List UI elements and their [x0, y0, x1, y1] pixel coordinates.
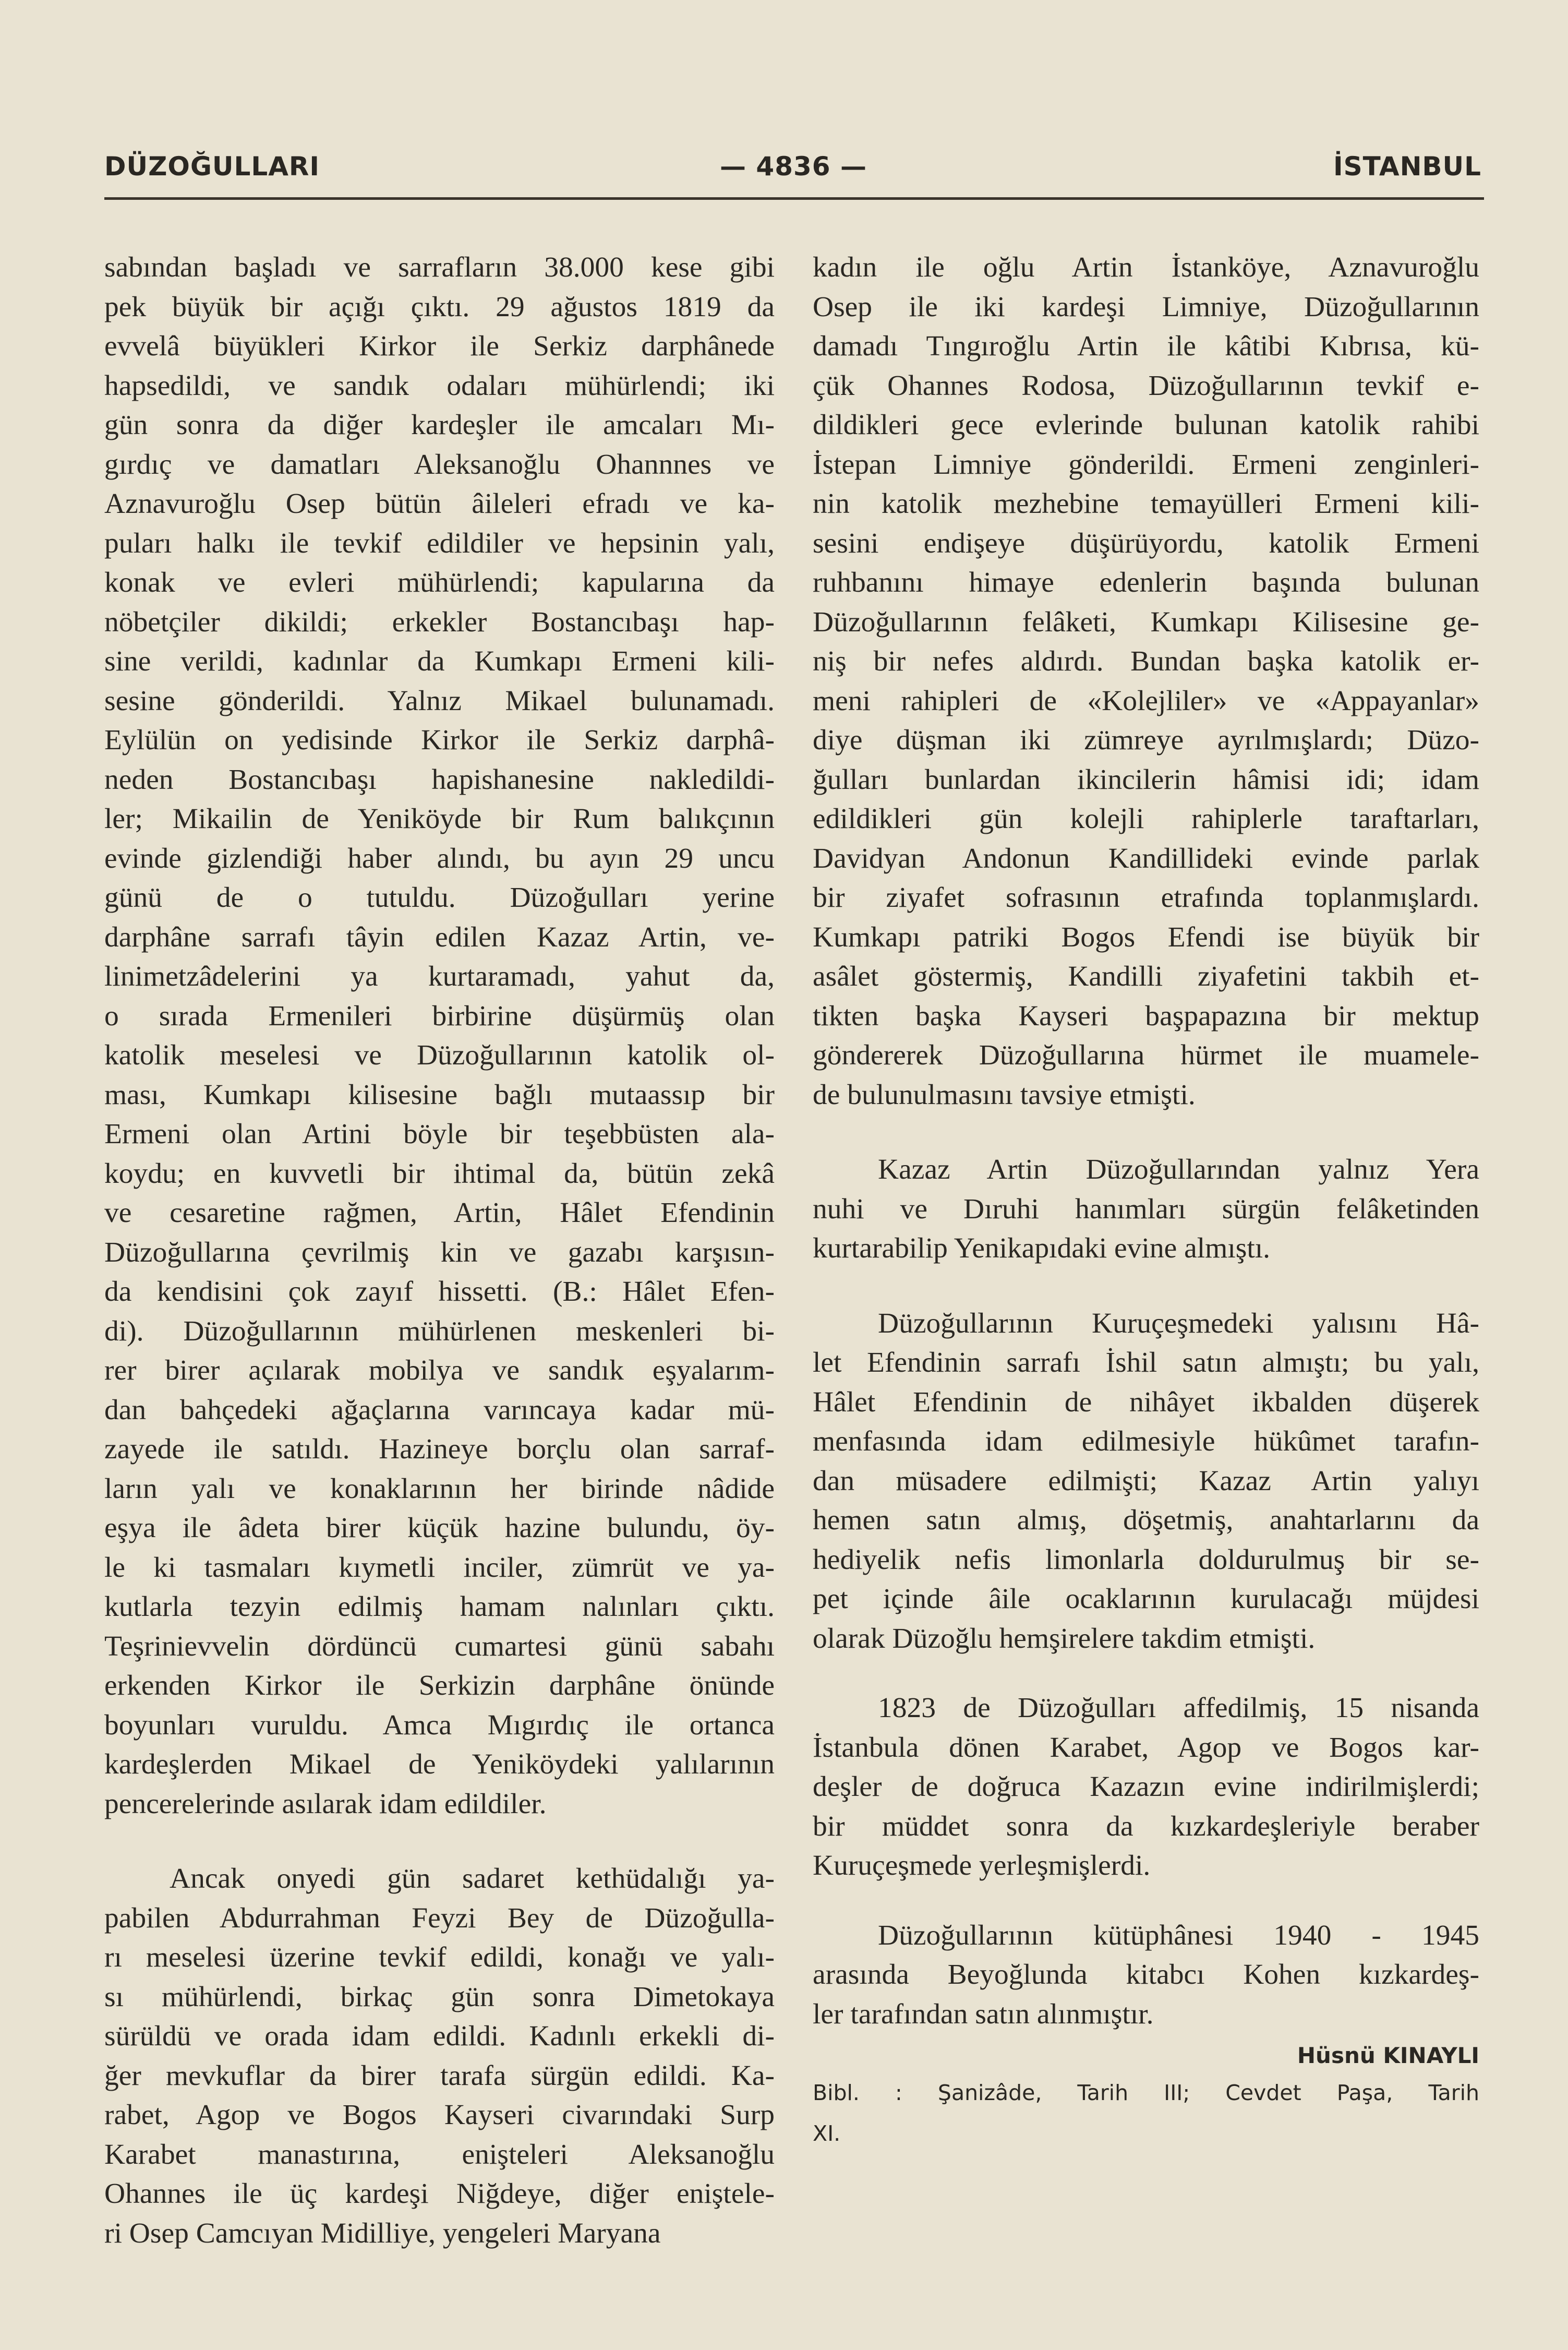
- text-line: 1823 de Düzoğulları affedilmiş, 15 nisanda: [878, 1692, 1479, 1724]
- text-line: konak ve evleri mühürlendi; kapularına da: [104, 567, 775, 598]
- text-line: sesini endişeye düşürüyordu, katolik Ermeni: [813, 527, 1479, 559]
- text-line: niş bir nefes aldırdı. Bundan başka katolik er-: [813, 645, 1479, 677]
- text-line: neden Bostancıbaşı hapishanesine nakledildi-: [104, 763, 775, 796]
- text-line: ri Osep Camcıyan Midilliye, yengeleri Maryana: [104, 2217, 661, 2249]
- text-line: rı meselesi üzerine tevkif edildi, konağı ve yalı-: [104, 1941, 775, 1973]
- paragraph: [813, 1916, 1479, 2034]
- text-line: İstepan Limniye gönderildi. Ermeni zenginleri-: [813, 448, 1479, 481]
- text-line: Düzoğullarının kütüphânesi 1940 - 1945: [878, 1919, 1479, 1951]
- text-line: de bulunulmasını tavsiye etmişti.: [813, 1078, 1196, 1111]
- text-line: İstanbula dönen Karabet, Agop ve Bogos kar-: [813, 1731, 1479, 1764]
- text-line: pencerelerinde asılarak idam edildiler.: [104, 1788, 547, 1820]
- text-line: darphâne sarrafı tâyin edilen Kazaz Artin, ve-: [104, 921, 775, 953]
- text-line: ler; Mikailin de Yeniköyde bir Rum balıkçının: [104, 803, 775, 835]
- author-signature: Hüsnü KINAYLI: [1297, 2043, 1479, 2068]
- text-line: olarak Düzoğlu hemşirelere takdim etmişti.: [813, 1622, 1316, 1654]
- text-line: tikten başka Kayseri başpapazına bir mektup: [813, 1000, 1479, 1032]
- text-line: kadın ile oğlu Artin İstanköye, Aznavuroğlu: [813, 251, 1479, 283]
- text-line: hapsedildi, ve sandık odaları mühürlendi; iki: [104, 369, 775, 402]
- text-line: linimetzâdelerini ya kurtaramadı, yahut da,: [104, 961, 775, 992]
- text-line: ğer mevkuflar da birer tarafa sürgün edildi. Ka-: [104, 2059, 775, 2092]
- text-line: puları halkı ile tevkif edildiler ve hepsinin yalı,: [104, 527, 775, 559]
- text-line: Kazaz Artin Düzoğullarından yalnız Yera: [878, 1154, 1479, 1185]
- text-line: Bibl. : Şanizâde, Tarih III; Cevdet Paşa, Tarih: [813, 2080, 1479, 2105]
- text-line: meni rahipleri de «Kolejliler» ve «Appayanlar»: [813, 685, 1479, 717]
- text-line: let Efendinin sarrafı İshil satın almıştı; bu yalı,: [813, 1347, 1479, 1378]
- text-line: Ohannes ile üç kardeşi Niğdeye, diğer eniştele-: [104, 2178, 775, 2210]
- paragraph: [813, 1304, 1479, 1659]
- text-line: ması, Kumkapı kilisesine bağlı mutaassıp bir: [104, 1078, 775, 1111]
- text-line: sürüldü ve orada idam edildi. Kadınlı erkekli di-: [104, 2020, 775, 2052]
- text-line: hemen satın almış, döşetmiş, anahtarlarını da: [813, 1504, 1479, 1536]
- text-line: ler tarafından satın alınmıştır.: [813, 1998, 1154, 2030]
- text-line: çük Ohannes Rodosa, Düzoğullarının tevkif e-: [813, 369, 1479, 402]
- text-line: Kuruçeşmede yerleşmişlerdi.: [813, 1850, 1151, 1881]
- header-city: İSTANBUL: [1333, 151, 1481, 182]
- text-line: bir müddet sonra da kızkardeşleriyle beraber: [813, 1810, 1479, 1842]
- text-line: göndererek Düzoğullarına hürmet ile muamele-: [813, 1039, 1479, 1071]
- text-line: pet içinde âile ocaklarının kurulacağı müjdesi: [813, 1583, 1479, 1615]
- text-line: Hâlet Efendinin de nihâyet ikbalden düşerek: [813, 1386, 1479, 1418]
- text-line: le ki tasmaları kıymetli inciler, zümrüt ve ya-: [104, 1551, 775, 1584]
- text-line: rabet, Agop ve Bogos Kayseri civarındaki Surp: [104, 2099, 775, 2131]
- text-line: Ancak onyedi gün sadaret kethüdalığı ya-: [170, 1863, 775, 1895]
- text-line: di). Düzoğullarının mühürlenen meskenleri bi-: [104, 1315, 775, 1347]
- text-line: dan bahçedeki ağaçlarına varıncaya kadar mü-: [104, 1394, 775, 1426]
- text-line: deşler de doğruca Kazazın evine indirilmişlerdi;: [813, 1771, 1479, 1803]
- text-line: nöbetçiler dikildi; erkekler Bostancıbaşı hap-: [104, 606, 775, 638]
- text-line: menfasında idam edilmesiyle hükûmet tarafın-: [813, 1425, 1479, 1457]
- text-line: boyunları vuruldu. Amca Mıgırdıç ile ortanca: [104, 1709, 775, 1741]
- text-line: sine verildi, kadınlar da Kumkapı Ermeni kili-: [104, 645, 775, 677]
- bibliography: [813, 2072, 1479, 2154]
- paragraph: [104, 1859, 775, 2253]
- text-line: ların yalı ve konaklarının her birinde nâdide: [104, 1472, 775, 1505]
- text-line: Eylülün on yedisinde Kirkor ile Serkiz darphâ-: [104, 724, 775, 756]
- text-line: katolik meselesi ve Düzoğullarının katolik ol-: [104, 1039, 775, 1071]
- header-rule: [104, 197, 1484, 200]
- paragraph: [813, 1150, 1479, 1268]
- header-title: DÜZOĞULLARI: [104, 151, 320, 182]
- text-line: ruhbanını himaye edenlerin başında bulunan: [813, 567, 1479, 598]
- text-line: edildikleri gün kolejli rahiplerle taraftarları,: [813, 803, 1479, 835]
- text-line: kardeşlerden Mikael de Yeniköydeki yalılarının: [104, 1748, 775, 1780]
- left-column: [104, 248, 775, 2253]
- text-line: Karabet manastırına, enişteleri Aleksanoğlu: [104, 2138, 775, 2171]
- text-line: diye düşman iki zümreye ayrılmışlardı; Düzo-: [813, 724, 1479, 756]
- text-line: evvelâ büyükleri Kirkor ile Serkiz darphânede: [104, 330, 775, 362]
- text-line: XI.: [813, 2121, 841, 2146]
- text-line: zayede ile satıldı. Hazineye borçlu olan sarraf-: [104, 1433, 775, 1465]
- text-line: Aznavuroğlu Osep bütün âileleri efradı ve ka-: [104, 488, 775, 520]
- text-line: erkenden Kirkor ile Serkizin darphâne önünde: [104, 1670, 775, 1701]
- text-line: ğulları bunlardan ikincilerin hâmisi idi; idam: [813, 763, 1479, 796]
- text-line: damadı Tıngıroğlu Artin ile kâtibi Kıbrısa, kü-: [813, 330, 1479, 362]
- paragraph: [813, 1688, 1479, 1886]
- text-line: nuhi ve Dıruhi hanımları sürgün felâketinden: [813, 1193, 1479, 1225]
- text-line: evinde gizlendiği haber alındı, bu ayın 29 uncu: [104, 842, 775, 874]
- paragraph: [813, 248, 1479, 1114]
- text-line: Düzoğullarının Kuruçeşmedeki yalısını Hâ-: [878, 1307, 1479, 1339]
- text-line: sabından başladı ve sarrafların 38.000 kese gibi: [104, 251, 775, 283]
- paragraph: [104, 248, 775, 1824]
- text-line: sesine gönderildi. Yalnız Mikael bulunamadı.: [104, 685, 775, 717]
- text-line: pek büyük bir açığı çıktı. 29 ağustos 1819 da: [104, 291, 775, 323]
- text-line: Kumkapı patriki Bogos Efendi ise büyük bir: [813, 921, 1479, 953]
- text-line: ve cesaretine rağmen, Artin, Hâlet Efendinin: [104, 1197, 775, 1229]
- text-line: dan müsadere edilmişti; Kazaz Artin yalıyı: [813, 1465, 1479, 1497]
- running-header: [104, 151, 1481, 198]
- text-line: da kendisini çok zayıf hissetti. (B.: Hâlet Efen-: [104, 1276, 775, 1308]
- text-line: kurtarabilip Yenikapıdaki evine almıştı.: [813, 1232, 1271, 1264]
- text-line: bir ziyafet sofrasının etrafında toplanmışlardı.: [813, 882, 1479, 914]
- text-line: kutlarla tezyin edilmiş hamam nalınları çıktı.: [104, 1591, 775, 1623]
- text-line: hediyelik nefis limonlarla doldurulmuş bir se-: [813, 1543, 1479, 1576]
- page-number: — 4836 —: [720, 151, 867, 182]
- text-line: Ermeni olan Artini böyle bir teşebbüsten ala-: [104, 1118, 775, 1150]
- text-line: koydu; en kuvvetli bir ihtimal da, bütün zekâ: [104, 1157, 775, 1190]
- text-line: nin katolik mezhebine temayülleri Ermeni kili-: [813, 488, 1479, 520]
- text-line: günü de o tutuldu. Düzoğulları yerine: [104, 882, 775, 914]
- text-line: Davidyan Andonun Kandillideki evinde parlak: [813, 842, 1479, 874]
- text-line: Düzoğullarının felâketi, Kumkapı Kilisesine ge-: [813, 606, 1479, 638]
- right-column: [813, 248, 1479, 2154]
- text-line: sı mühürlendi, birkaç gün sonra Dimetokaya: [104, 1981, 775, 2013]
- text-line: o sırada Ermenileri birbirine düşürmüş olan: [104, 1000, 775, 1032]
- text-line: Düzoğullarına çevrilmiş kin ve gazabı karşısın-: [104, 1236, 775, 1268]
- text-line: eşya ile âdeta birer küçük hazine bulundu, öy-: [104, 1512, 775, 1544]
- text-line: Osep ile iki kardeşi Limniye, Düzoğullarının: [813, 291, 1479, 323]
- text-line: dildikleri gece evlerinde bulunan katolik rahibi: [813, 409, 1479, 441]
- text-line: asâlet göstermiş, Kandilli ziyafetini takbih et-: [813, 961, 1479, 992]
- text-line: rer birer açılarak mobilya ve sandık eşyalarım-: [104, 1354, 775, 1386]
- text-line: pabilen Abdurrahman Feyzi Bey de Düzoğulla-: [104, 1902, 775, 1934]
- text-line: Teşrinievvelin dördüncü cumartesi günü sabahı: [104, 1630, 775, 1662]
- text-line: arasında Beyoğlunda kitabcı Kohen kızkardeş-: [813, 1959, 1479, 1991]
- text-line: gün sonra da diğer kardeşler ile amcaları Mı-: [104, 409, 775, 441]
- text-line: gırdıç ve damatları Aleksanoğlu Ohannnes ve: [104, 448, 775, 481]
